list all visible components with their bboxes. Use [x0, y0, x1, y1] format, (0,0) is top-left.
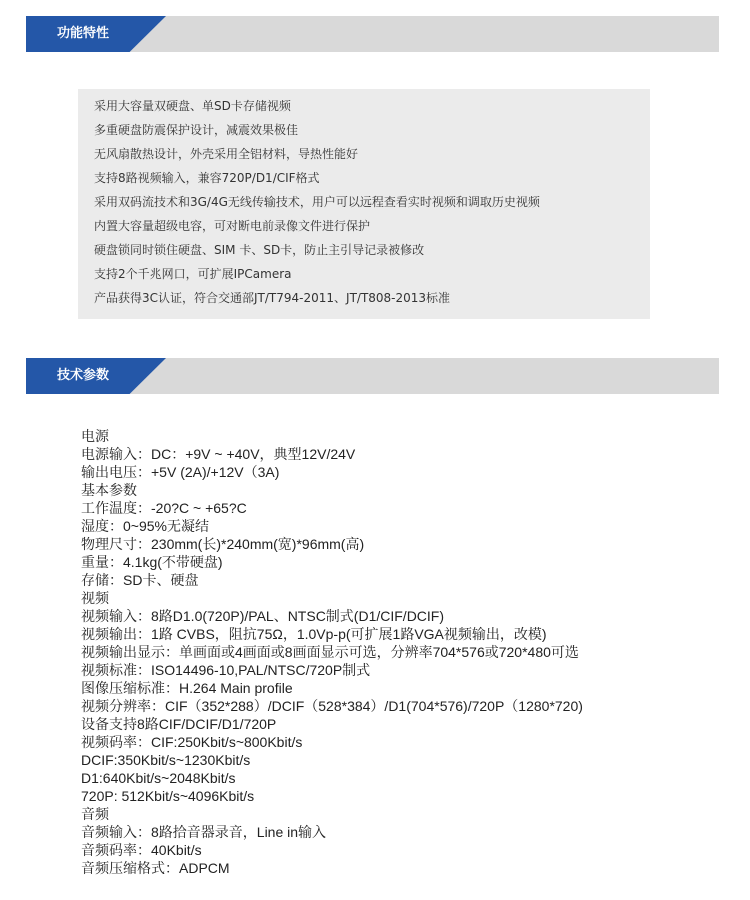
spec-line: 设备支持8路CIF/DCIF/D1/720P	[81, 716, 277, 732]
specs-section-title: 技术参数	[56, 368, 109, 383]
features-section-title: 功能特性	[56, 26, 109, 41]
spec-group-video: 视频	[81, 590, 109, 606]
spec-line: 存储：SD卡、硬盘	[81, 572, 199, 588]
specs-list	[81, 427, 721, 877]
feature-item: 硬盘锁同时锁住硬盘、SIM 卡、SD卡，防止主引导记录被修改	[94, 243, 425, 257]
feature-item: 产品获得3C认证，符合交通部JT/T794-2011、JT/T808-2013标准	[94, 291, 451, 305]
feature-item: 支持2个千兆网口，可扩展IPCamera	[94, 267, 292, 281]
spec-line: 视频码率：CIF:250Kbit/s~800Kbit/s	[81, 734, 303, 750]
feature-item: 多重硬盘防震保护设计，减震效果极佳	[94, 123, 299, 137]
spec-group-audio: 音频	[81, 806, 109, 822]
spec-line: 音频输入：8路拾音器录音，Line in输入	[81, 824, 327, 840]
spec-line: 视频分辨率：CIF（352*288）/DCIF（528*384）/D1(704*576)/720P（1280*720)	[81, 698, 583, 714]
specs-section-header	[26, 358, 719, 394]
spec-line: 湿度：0~95%无凝结	[81, 518, 209, 534]
spec-line: 视频输出：1路 CVBS，阻抗75Ω，1.0Vp-p(可扩展1路VGA视频输出，改模)	[81, 626, 547, 642]
spec-line: 音频码率：40Kbit/s	[81, 842, 202, 858]
feature-item: 采用大容量双硬盘、单SD卡存储视频	[94, 99, 291, 113]
feature-item: 支持8路视频输入，兼容720P/D1/CIF格式	[94, 171, 320, 185]
features-list	[94, 94, 650, 310]
spec-line: 视频输出显示：单画面或4画面或8画面显示可选，分辨率704*576或720*480可选	[81, 644, 579, 660]
spec-line: 720P: 512Kbit/s~4096Kbit/s	[81, 788, 255, 804]
spec-line: D1:640Kbit/s~2048Kbit/s	[81, 770, 236, 786]
features-section-header	[26, 16, 719, 52]
spec-line: 重量：4.1kg(不带硬盘)	[81, 554, 223, 570]
spec-line: DCIF:350Kbit/s~1230Kbit/s	[81, 752, 251, 768]
spec-line: 物理尺寸：230mm(长)*240mm(宽)*96mm(高)	[81, 536, 365, 552]
spec-line: 图像压缩标准：H.264 Main profile	[81, 680, 293, 696]
spec-group-basic: 基本参数	[81, 482, 137, 498]
spec-line: 电源输入：DC：+9V ~ +40V，典型12V/24V	[81, 446, 356, 462]
spec-line: 输出电压：+5V (2A)/+12V（3A)	[81, 464, 280, 480]
spec-group-power: 电源	[81, 428, 109, 444]
spec-line: 视频输入：8路D1.0(720P)/PAL、NTSC制式(D1/CIF/DCIF)	[81, 608, 445, 624]
features-list-box	[78, 89, 650, 319]
spec-line: 视频标准：ISO14496-10,PAL/NTSC/720P制式	[81, 662, 371, 678]
feature-item: 采用双码流技术和3G/4G无线传输技术，用户可以远程查看实时视频和调取历史视频	[94, 195, 540, 209]
spec-line: 工作温度：-20?C ~ +65?C	[81, 500, 247, 516]
feature-item: 内置大容量超级电容，可对断电前录像文件进行保护	[94, 219, 371, 233]
feature-item: 无风扇散热设计，外壳采用全铝材料，导热性能好	[94, 147, 359, 161]
spec-line: 音频压缩格式：ADPCM	[81, 860, 230, 876]
